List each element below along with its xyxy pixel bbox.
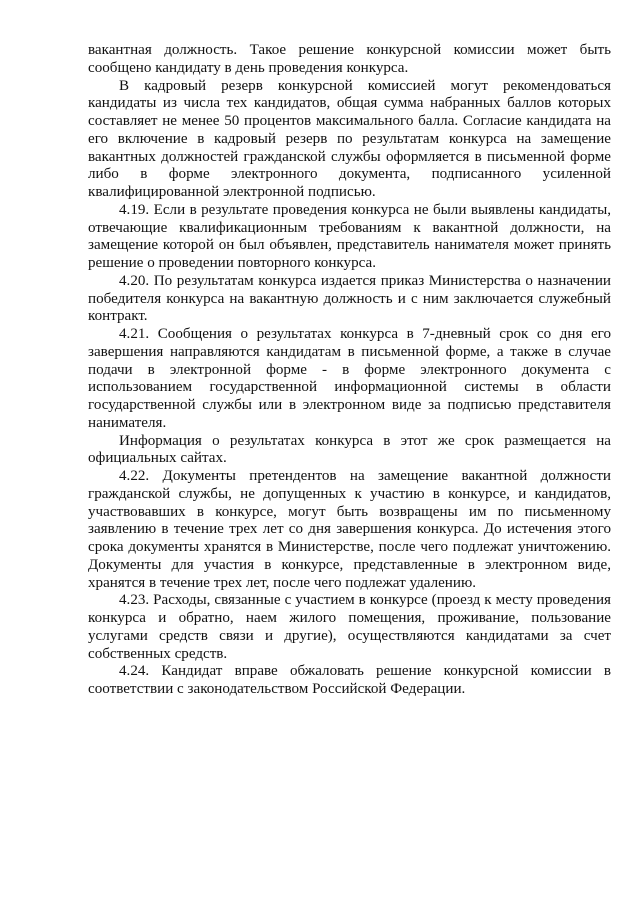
paragraph-4-19: 4.19. Если в результате проведения конкурса не были выявлены кандидаты, отвечающие квалификационным требованиям к вакантной должности, на замещение которой он был объявлен, представитель нанимателя может принять решение о проведении повторного конкурса.: [88, 201, 611, 271]
paragraph-4-22: 4.22. Документы претендентов на замещение вакантной должности гражданской службы, не допущенных к участию в конкурсе, и кандидатов, участвовавших в конкурсе, могут быть возвращены им по письменному заявлению в течение трех лет со дня завершения конкурса. До истечения этого срока документы хранятся в Министерстве, после чего подлежат уничтожению. Документы для участия в конкурсе, представленные в электронном виде, хранятся в течение трех лет, после чего подлежат удалению.: [88, 468, 611, 591]
paragraph-4-23: 4.23. Расходы, связанные с участием в конкурсе (проезд к месту проведения конкурса и обратно, наем жилого помещения, проживание, пользование услугами средств связи и другие), осуществляются кандидатами за счет собственных средств.: [88, 592, 611, 662]
paragraph-4-24: 4.24. Кандидат вправе обжаловать решение конкурсной комиссии в соответствии с законодательством Российской Федерации.: [88, 663, 611, 697]
paragraph-results-info: Информация о результатах конкурса в этот же срок размещается на официальных сайтах.: [88, 432, 611, 467]
paragraph-4-21: 4.21. Сообщения о результатах конкурса в 7-дневный срок со дня его завершения направляются кандидатам в письменной форме, а также в случае подачи в электронной форме - в форме электронного документа с использованием государственной информационной системы в области государственной службы или в электронном виде за подписью представителя нанимателя.: [88, 326, 611, 431]
paragraph-4-20: 4.20. По результатам конкурса издается приказ Министерства о назначении победителя конкурса на вакантную должность и с ним заключается служебный контракт.: [88, 272, 611, 325]
document-body: [88, 42, 611, 699]
paragraph-continuation: вакантная должность. Такое решение конкурсной комиссии может быть сообщено кандидату в день проведения конкурса.: [88, 42, 611, 76]
paragraph-personnel-reserve: В кадровый резерв конкурсной комиссией могут рекомендоваться кандидаты из числа тех кандидатов, общая сумма набранных баллов которых составляет не менее 50 процентов максимального балла. Согласие кандидата на его включение в кадровый резерв по результатам конкурса на замещение вакантных должностей гражданской службы оформляется в письменной форме либо в форме электронного документа, подписанного усиленной квалифицированной электронной подписью.: [88, 77, 611, 200]
